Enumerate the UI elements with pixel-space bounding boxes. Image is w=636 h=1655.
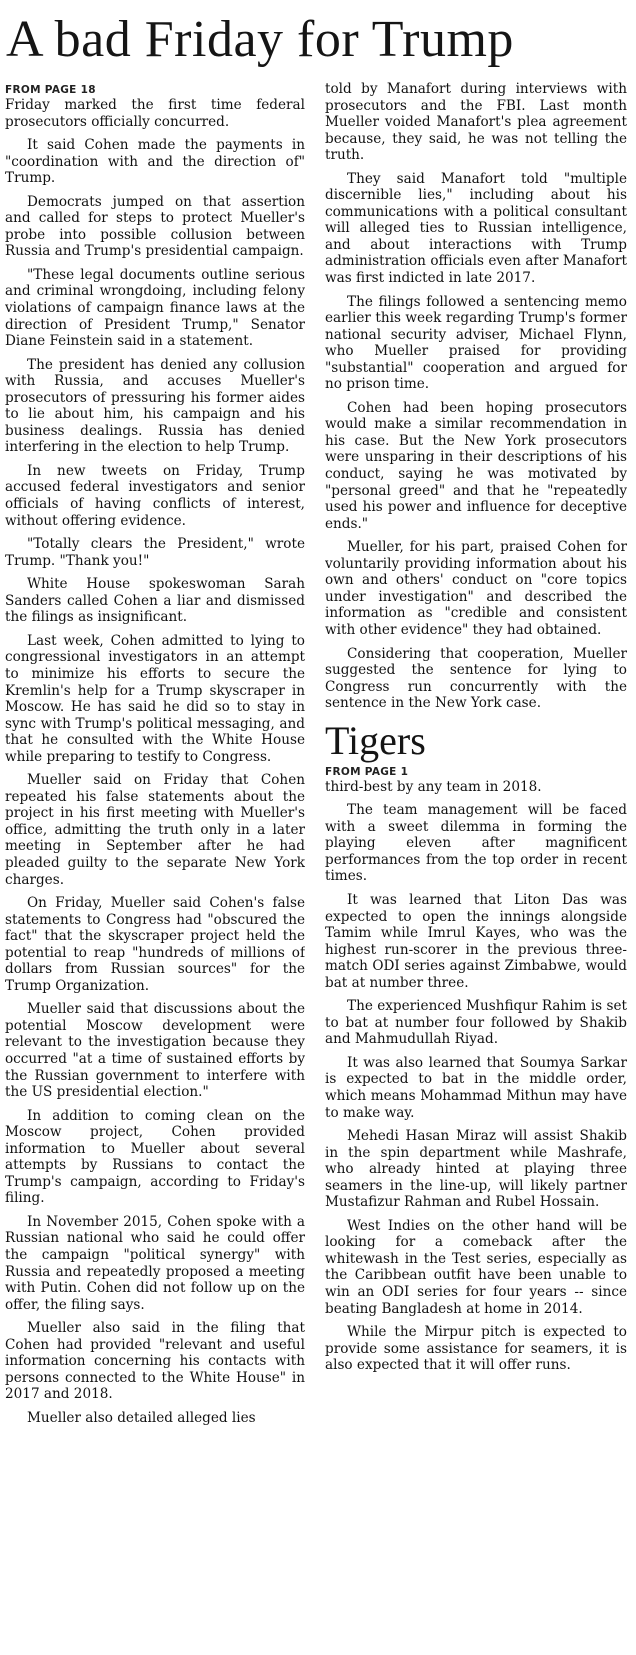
tigers-paragraph: third-best by any team in 2018. bbox=[325, 778, 542, 795]
article-paragraph: Mueller, for his part, praised Cohen for voluntarily providing information about his own and others' conduct on "core topics under investigation" and described the information as "credible and consistent with other evidence" they had obtained. bbox=[325, 539, 627, 638]
article-paragraph: Democrats jumped on that assertion and called for steps to protect Mueller's probe into possible collusion between Russia and Trump's presidential campaign. bbox=[5, 193, 305, 260]
tigers-paragraph: The team management will be faced with a sweet dilemma in forming the playing eleven after magnificent performances from the top order in recent times. bbox=[325, 802, 627, 885]
article-paragraph: Friday marked the first time federal prosecutors officially concurred. bbox=[5, 97, 305, 130]
article-headline: A bad Friday for Trump bbox=[6, 11, 514, 68]
tigers-from-page: FROM PAGE 1 bbox=[325, 765, 409, 778]
right-column bbox=[325, 81, 627, 1653]
tigers-paragraph: West Indies on the other hand will be looking for a comeback after the whitewash in the Test series, especially as the Caribbean outfit have been unable to win an ODI series for four years -- since beating Bangladesh at home in 2014. bbox=[325, 1217, 627, 1317]
tigers-paragraph: Mehedi Hasan Miraz will assist Shakib in the spin department while Mashrafe, who already hinted at playing three seamers in the line-up, will likely partner Mustafizur Rahman and Rubel Hossain. bbox=[325, 1128, 627, 1211]
article-paragraph: In new tweets on Friday, Trump accused federal investigators and senior officials of having conflicts of interest, without offering evidence. bbox=[5, 462, 305, 529]
tigers-paragraph: It was also learned that Soumya Sarkar is expected to bat in the middle order, which means Mohammad Mithun may have to make way. bbox=[325, 1054, 627, 1121]
article-paragraph: They said Manafort told "multiple discernible lies," including about his communications with a political consultant will alleged ties to Russian intelligence, and about interactions with Trump administration officials even after Manafort was first indicted in late 2017. bbox=[325, 170, 627, 287]
tigers-paragraph: While the Mirpur pitch is expected to provide some assistance for seamers, it is also expected that it will offer runs. bbox=[325, 1324, 627, 1374]
article-paragraph: In addition to coming clean on the Moscow project, Cohen provided information to Mueller about several attempts by Russians to contact the Trump's campaign, according to Friday's filing. bbox=[5, 1107, 305, 1207]
article-paragraph: Mueller also said in the filing that Cohen had provided "relevant and useful information concerning his contacts with persons connected to the White House" in 2017 and 2018. bbox=[5, 1320, 305, 1403]
article-paragraph: Cohen had been hoping prosecutors would make a similar recommendation in his case. But the New York prosecutors were unsparing in their descriptions of his conduct, saying he was motivated by "personal greed" and that he "repeatedly used his power and influence for deceptive ends." bbox=[325, 399, 627, 532]
article-paragraph: Mueller said on Friday that Cohen repeated his false statements about the project in his first meeting with Mueller's office, admitting the truth only in a later meeting in September after he had pleaded guilty to the separate New York charges. bbox=[5, 772, 305, 888]
article-paragraph: It said Cohen made the payments in "coordination with and the direction of" Trump. bbox=[5, 137, 305, 187]
article-paragraph: Last week, Cohen admitted to lying to congressional investigators in an attempt to minimize his efforts to secure the Kremlin's help for a Trump skyscraper in Moscow. He has said he did so to stay in sync with Trump's political messaging, and that he consulted with the White House while preparing to testify to Congress. bbox=[5, 632, 305, 765]
left-column bbox=[5, 81, 305, 1653]
article-paragraph: The president has denied any collusion with Russia, and accuses Mueller's prosecutors of pressuring his former aides to lie about him, his campaign and his business dealings. Russia has denied interfering in the election to help Trump. bbox=[5, 356, 305, 456]
article-paragraph: "Totally clears the President," wrote Trump. "Thank you!" bbox=[5, 536, 305, 569]
article-paragraph: White House spokeswoman Sarah Sanders called Cohen a liar and dismissed the filings as insignificant. bbox=[5, 576, 305, 626]
article-paragraph: On Friday, Mueller said Cohen's false statements to Congress had "obscured the fact" that the skyscraper project held the potential to reap "hundreds of millions of dollars from Russian sources" for the Trump Organization. bbox=[5, 895, 305, 994]
article-paragraph: Considering that cooperation, Mueller suggested the sentence for lying to Congress run concurrently with the sentence in the New York case. bbox=[325, 645, 627, 712]
tigers-headline: Tigers bbox=[325, 717, 426, 763]
article-paragraph: In November 2015, Cohen spoke with a Russian national who said he could offer the campaign "political synergy" with Russia and repeatedly proposed a meeting with Putin. Cohen did not follow up on the offer, the filing says. bbox=[5, 1213, 305, 1313]
article-paragraph: Mueller also detailed alleged lies bbox=[27, 1409, 256, 1426]
article-paragraph: Mueller said that discussions about the potential Moscow development were relevant to the investigation because they occurred "at a time of sustained efforts by the Russian government to interfere with the US presidential election." bbox=[5, 1001, 305, 1101]
tigers-paragraph: It was learned that Liton Das was expected to open the innings alongside Tamim while Imrul Kayes, who was the highest run-scorer in the previous three-match ODI series against Zimbabwe, would bat at number three. bbox=[325, 891, 627, 991]
article-paragraph: told by Manafort during interviews with prosecutors and the FBI. Last month Mueller voided Manafort's plea agreement because, they said, he was not telling the truth. bbox=[325, 81, 627, 164]
article-paragraph: The filings followed a sentencing memo earlier this week regarding Trump's former national security adviser, Michael Flynn, who Mueller praised for providing "substantial" cooperation and argued for no prison time. bbox=[325, 293, 627, 393]
article-from-page: FROM PAGE 18 bbox=[5, 84, 96, 96]
tigers-paragraph: The experienced Mushfiqur Rahim is set to bat at number four followed by Shakib and Mahmudullah Riyad. bbox=[325, 998, 627, 1048]
article-paragraph: "These legal documents outline serious and criminal wrongdoing, including felony violations of campaign finance laws at the direction of President Trump," Senator Diane Feinstein said in a statement. bbox=[5, 266, 305, 350]
